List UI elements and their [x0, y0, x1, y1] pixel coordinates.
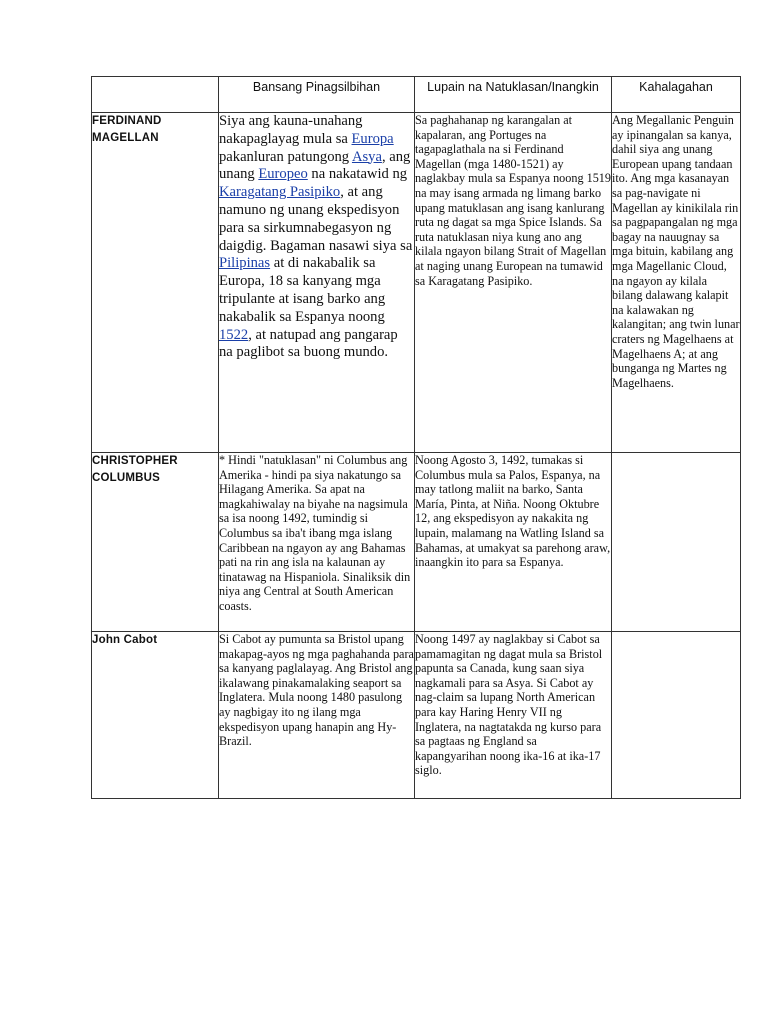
table-row	[92, 113, 741, 453]
country-text: , ang unang	[219, 148, 411, 183]
header-row	[92, 77, 741, 113]
explorer-name: CHRISTOPHER COLUMBUS	[92, 453, 219, 632]
header-significance: Kahalagahan	[612, 77, 741, 113]
explorer-name: John Cabot	[92, 632, 219, 799]
link-asya[interactable]: Asya	[351, 148, 382, 165]
country-cell	[219, 113, 415, 453]
link-europa[interactable]: Europa	[351, 130, 394, 147]
country-text: pakanluran patungong	[219, 148, 352, 165]
header-land: Lupain na Natuklasan/Inangkin	[415, 77, 612, 113]
explorers-table	[91, 76, 741, 799]
link-karagatang-pasipiko[interactable]: Karagatang Pasipiko	[219, 184, 341, 201]
significance-cell: Ang Megallanic Penguin ay ipinangalan sa kanya, dahil siya ang unang European upang tandaan ito. Ang mga kasanayan sa pag-navigate ni Magellan ay kinikilala rin sa pagpapangalan ng mga bagay na nauugnay sa mga bituin, kabilang ang mga Magellanic Cloud, na ngayon ay kilala bilang dalawang kalapit na kalawakan ng kalangitan; ang twin lunar craters ng Magelhaens at Magelhaens A; at ang bunganga ng Martes ng Magelhaens.	[612, 113, 741, 453]
explorer-name: FERDINAND MAGELLAN	[92, 113, 219, 453]
country-text: , at ang namuno ng unang ekspedisyon para sa sirkumnabegasyon ng daigdig. Bagaman nasawi siya sa	[219, 184, 413, 254]
land-cell: Sa paghahanap ng karangalan at kapalaran, ang Portuges na tagapaglathala na si Ferdinand Magellan (mga 1480-1521) ay naglakbay mula sa Espanya noong 1519 na may isang armada ng limang barko upang matuklasan ang isang kanlurang ruta ng dagat sa mga Spice Islands. Sa ruta natuklasan niya kung ano ang kilala ngayon bilang Strait of Magellan at naging unang European na tumawid sa Karagatang Pasipiko.	[415, 113, 612, 453]
country-text: , at natupad ang pangarap na paglibot sa buong mundo.	[219, 326, 398, 361]
header-country: Bansang Pinagsilbihan	[219, 77, 415, 113]
country-text: at di nakabalik sa Europa, 18 sa kanyang mga tripulante at isang barko ang nakabalik sa Espanya noong	[219, 255, 386, 325]
link-pilipinas[interactable]: Pilipinas	[219, 255, 271, 272]
land-cell: Noong 1497 ay naglakbay si Cabot sa pamamagitan ng dagat mula sa Bristol papunta sa Canada, kung saan siya nagkamali para sa Asya. Si Cabot ay nag-claim sa lupang North American para kay Haring Henry VII ng Inglatera, na nagtatakda ng kurso para sa pagtaas ng England sa kapangyarihan noong ika-16 at ika-17 siglo.	[415, 632, 612, 799]
country-cell: * Hindi "natuklasan" ni Columbus ang Amerika - hindi pa siya nakatungo sa Hilagang Amerika. Sa apat na magkahiwalay na biyahe na nagsimula sa isa noong 1492, tumindig si Columbus sa iba't ibang mga islang Caribbean na ngayon ay ang Bahamas pati na rin ang isla na kalaunan ay tinatawag na Hispaniola. Sinaliksik din niya ang Central at South American coasts.	[219, 453, 415, 632]
country-text: Siya ang kauna-unahang nakapaglayag mula sa	[219, 113, 363, 147]
table-row	[92, 453, 741, 632]
header-blank	[92, 77, 219, 113]
country-text: na nakatawid ng	[307, 166, 408, 183]
link-1522[interactable]: 1522	[219, 326, 249, 343]
link-europeo[interactable]: Europeo	[258, 166, 308, 183]
country-cell: Si Cabot ay pumunta sa Bristol upang makapag-ayos ng mga paghahanda para sa kanyang paglalayag. Ang Bristol ang ikalawang pinakamalaking seaport sa Inglatera. Mula noong 1480 pasulong ay nagbigay ito ng ilang mga ekspedisyon upang hanapin ang Hy-Brazil.	[219, 632, 415, 799]
significance-cell	[612, 632, 741, 799]
significance-cell	[612, 453, 741, 632]
table-row	[92, 632, 741, 799]
land-cell: Noong Agosto 3, 1492, tumakas si Columbus mula sa Palos, Espanya, na may tatlong maliit na barko, Santa María, Pinta, at Niña. Noong Oktubre 12, ang ekspedisyon ay nakakita ng lupain, malamang na Watling Island sa Bahamas, at umakyat sa parehong araw, inaangkin ito para sa Espanya.	[415, 453, 612, 632]
